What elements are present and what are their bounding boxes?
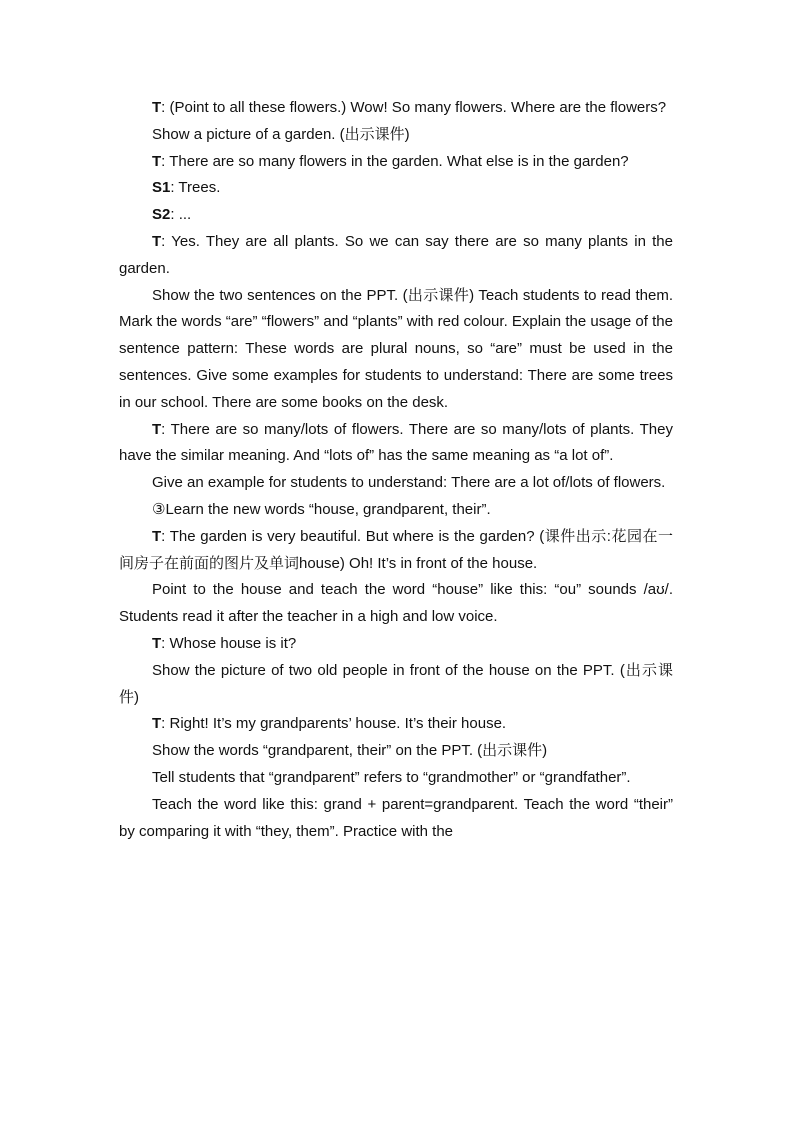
speaker-label: T (152, 152, 162, 170)
paragraph-3 (119, 149, 673, 176)
paragraph-4 (119, 175, 673, 202)
speaker-label: T (152, 634, 162, 652)
paragraph-11 (119, 524, 673, 578)
paragraph-6 (119, 229, 673, 283)
paragraph-text: Teach the word like this: grand + parent=grandparent. Teach the word “their” by comparing it with “they, them”. Practice with the (119, 795, 673, 840)
speaker-label: T (152, 99, 162, 116)
paragraph-9 (119, 470, 673, 497)
paragraph-text: Show the words “grandparent, their” on the PPT. (出示课件) (152, 742, 548, 760)
paragraph-text: Give an example for students to understand: There are a lot of/lots of flowers. (152, 474, 666, 492)
speaker-label: T (152, 527, 162, 545)
paragraph-text: Point to the house and teach the word “house” like this: “ou” sounds /aʊ/. Students read it after the teacher in a high and low voice. (119, 581, 673, 626)
paragraph-text: ③Learn the new words “house, grandparent, their”. (152, 500, 491, 518)
speaker-label: S1 (152, 179, 171, 197)
speaker-label: S2 (152, 206, 171, 224)
paragraph-8 (119, 417, 673, 471)
paragraph-text: : The garden is very beautiful. But where is the garden? (课件出示:花园在一间房子在前面的图片及单词house) Oh! It’s in front of the house. (119, 527, 673, 572)
paragraph-text: : Yes. They are all plants. So we can say there are so many plants in the garden. (119, 232, 673, 277)
paragraph-12 (119, 577, 673, 631)
speaker-label: T (152, 420, 162, 438)
paragraph-14 (119, 658, 673, 712)
paragraph-13 (119, 631, 673, 658)
paragraph-text: Tell students that “grandparent” refers to “grandmother” or “grandfather”. (152, 768, 631, 786)
paragraph-text: Show the picture of two old people in front of the house on the PPT. (出示课件) (119, 661, 673, 706)
paragraph-text: : ... (170, 206, 192, 224)
paragraph-text: : There are so many flowers in the garden. What else is in the garden? (161, 152, 629, 170)
paragraph-2 (119, 122, 673, 149)
speaker-label: T (152, 715, 162, 733)
document-body (119, 95, 673, 845)
paragraph-10 (119, 497, 673, 524)
paragraph-text: : Whose house is it? (161, 634, 297, 652)
paragraph-18 (119, 792, 673, 846)
paragraph-text: : There are so many/lots of flowers. There are so many/lots of plants. They have the similar meaning. And “lots of” has the same meaning as “a lot of”. (119, 420, 673, 465)
paragraph-text: Show a picture of a garden. (出示课件) (152, 125, 410, 143)
paragraph-5 (119, 202, 673, 229)
paragraph-text: : Trees. (170, 179, 221, 197)
paragraph-text: Show the two sentences on the PPT. (出示课件) Teach students to read them. Mark the words “are” “flowers” and “plants” with red colour. Explain the usage of the sentence pattern: These words are plural nouns, so “are” must be used in the sentences. Give some examples for students to understand: There are some trees in our school. There are some books on the desk. (119, 286, 673, 411)
paragraph-text: : (Point to all these flowers.) Wow! So many flowers. Where are the flowers? (161, 99, 667, 116)
paragraph-text: : Right! It’s my grandparents’ house. It’s their house. (161, 715, 507, 733)
paragraph-15 (119, 711, 673, 738)
paragraph-17 (119, 765, 673, 792)
paragraph-16 (119, 738, 673, 765)
speaker-label: T (152, 232, 162, 250)
paragraph-1 (119, 95, 673, 122)
paragraph-7 (119, 283, 673, 417)
